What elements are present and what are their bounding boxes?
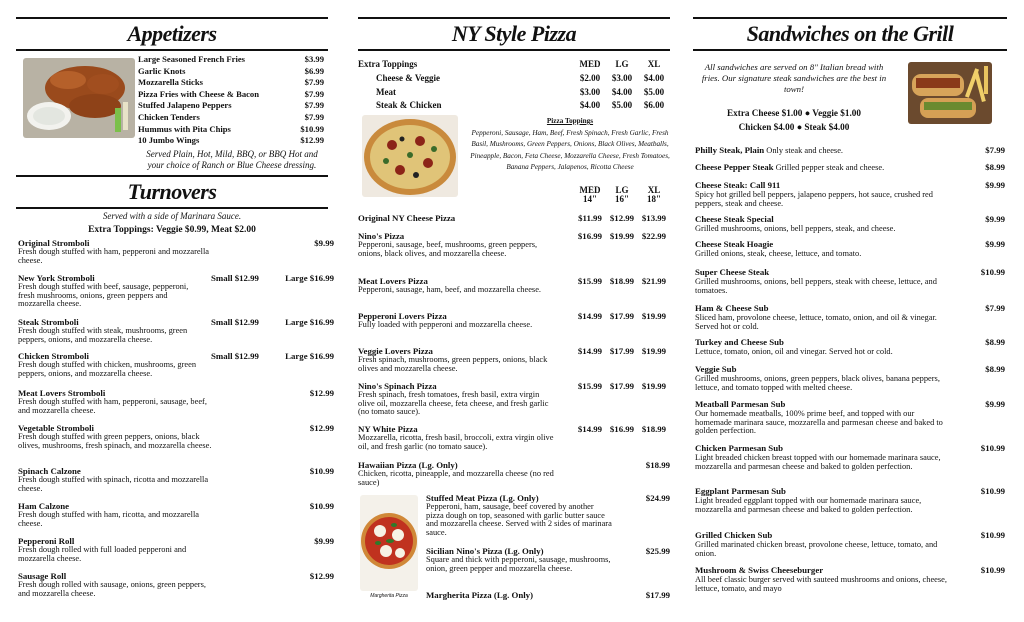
list-item xyxy=(695,163,1005,173)
list-item xyxy=(358,312,670,330)
item-name: Steak Stromboli xyxy=(18,317,79,327)
item-name: Garlic Knots xyxy=(138,65,186,76)
wings-note: Served Plain, Hot, Mild, BBQ, or BBQ Hot and your choice of Ranch or Blue Cheese dressing. xyxy=(146,149,318,170)
list-item xyxy=(358,232,670,258)
size-price: $15.99 xyxy=(577,276,603,286)
extras-line-2: Chicken $4.00 ● Steak $4.00 xyxy=(738,122,850,132)
cell: $3.00 xyxy=(611,72,633,83)
row-label: Steak & Chicken xyxy=(376,100,442,111)
list-item xyxy=(695,444,1005,471)
row-label: Meat xyxy=(376,86,396,97)
list-item xyxy=(695,487,1005,514)
item-desc: Light breaded eggplant topped with our homemade marinara sauce, mozzarella and parmesan cheese and baked to golden perfection. xyxy=(695,495,922,514)
item-name: Original NY Cheese Pizza xyxy=(358,213,456,223)
item-name: Chicken Tenders xyxy=(138,111,200,122)
size-label: LG xyxy=(615,185,629,195)
item-desc: All beef classic burger served with sauteed mushrooms and onions, cheese, lettuce, tomato, and mayo xyxy=(695,574,947,593)
table-row xyxy=(358,72,670,86)
item-price: Large $16.99 xyxy=(285,317,334,327)
size-price: $19.99 xyxy=(609,231,635,241)
list-item xyxy=(138,100,324,112)
item-name: Original Stromboli xyxy=(18,238,90,248)
row-label: Extra Toppings xyxy=(358,59,418,69)
small-price: Small $12.99 xyxy=(211,351,259,361)
size-inches: 16" xyxy=(615,194,629,204)
item-name: Margherita Pizza (Lg. Only) xyxy=(426,590,534,600)
pizza-toppings-text: Pepperoni, Sausage, Ham, Beef, Fresh Spinach, Fresh Garlic, Fresh Basil, Mushrooms, Green Peppers, Onions, Black Olives, Meatballs, Pineapple, Bacon, Feta Cheese, Mozzarella Cheese, Fresh Tomatoes, Banana Peppers, Jalapenos, Ricotta Cheese xyxy=(470,128,670,171)
pizza-image xyxy=(362,115,458,197)
list-item xyxy=(18,537,336,563)
item-name: New York Stromboli xyxy=(18,273,95,283)
margherita-image xyxy=(360,495,418,591)
list-item xyxy=(358,382,670,417)
item-name: Sausage Roll xyxy=(18,571,67,581)
item-desc: Fresh dough stuffed with ham, pepperoni, sausage, beef, and mozzarella cheese. xyxy=(18,396,207,415)
size-header-spacer xyxy=(358,186,574,204)
item-desc: Light breaded chicken breast topped with our homemade marinara sauce, mozzarella and parmesan cheese and baked to golden perfection. xyxy=(695,452,941,471)
list-item xyxy=(18,572,336,598)
item-desc: Sliced ham, provolone cheese, lettuce, tomato, onion, and oil & vinegar. Served hot or cold. xyxy=(695,312,937,331)
item-name: Meat Lovers Stromboli xyxy=(18,388,106,398)
pizza-heading: NY Style Pizza xyxy=(358,17,670,51)
list-item xyxy=(695,304,1005,331)
item-price: $9.99 xyxy=(314,536,334,546)
cell: $6.00 xyxy=(643,100,665,111)
item-name: Nino's Spinach Pizza xyxy=(358,381,437,391)
item-desc: Square and thick with pepperoni, sausage, mushrooms, onion, green pepper and mozzarella cheese. xyxy=(426,554,611,573)
item-desc: Grilled mushrooms, onions, green peppers, black olives, banana peppers, lettuce, and tomato topped with melted cheese. xyxy=(695,373,940,392)
cell: $5.00 xyxy=(643,86,665,97)
item-desc: Lettuce, tomato, onion, oil and vinegar. Served hot or cold. xyxy=(695,346,893,356)
item-price: $10.99 xyxy=(980,565,1005,575)
list-item xyxy=(695,240,1005,259)
item-price: Large $16.99 xyxy=(285,351,334,361)
column-middle xyxy=(358,0,670,622)
item-name: Pepperoni Roll xyxy=(18,536,75,546)
size-inches: 14" xyxy=(583,194,597,204)
item-desc: Fresh dough stuffed with ham, pepperoni and mozzarella cheese. xyxy=(18,246,210,265)
item-desc: Pepperoni, sausage, beef, mushrooms, green peppers, onions, black olives, and mozzarella cheese. xyxy=(358,239,538,258)
list-item xyxy=(695,400,1005,436)
list-item xyxy=(18,318,336,344)
item-price: $7.99 xyxy=(985,145,1005,155)
item-name: Cheese Steak: Call 911 xyxy=(695,180,781,190)
list-item xyxy=(18,239,336,265)
list-item xyxy=(695,146,1005,156)
appetizers-heading: Appetizers xyxy=(16,17,328,51)
item-name: Hawaiian Pizza (Lg. Only) xyxy=(358,460,458,470)
size-price: $13.99 xyxy=(641,213,667,223)
list-item xyxy=(138,112,324,124)
item-price: $3.99 xyxy=(304,54,324,64)
item-name: Mushroom & Swiss Cheeseburger xyxy=(695,565,824,575)
item-price: $12.99 xyxy=(309,423,334,433)
size-price: $14.99 xyxy=(577,424,603,434)
item-name: Cheese Steak Hoagie xyxy=(695,239,774,249)
item-price: $9.99 xyxy=(985,214,1005,224)
item-name: Eggplant Parmesan Sub xyxy=(695,486,786,496)
item-name: Hummus with Pita Chips xyxy=(138,123,231,134)
item-desc: Fresh dough rolled with full loaded pepperoni and mozzarella cheese. xyxy=(18,544,187,563)
item-name: Ham Calzone xyxy=(18,501,70,511)
item-price: $12.99 xyxy=(300,135,324,146)
size-price: $17.99 xyxy=(609,346,635,356)
item-price: $7.99 xyxy=(304,100,324,111)
item-price: $10.99 xyxy=(980,486,1005,496)
item-desc: Mozzarella, ricotta, fresh basil, broccoli, extra virgin olive oil, and fresh garlic (no tomato sauce). xyxy=(358,432,554,451)
size-price: $19.99 xyxy=(641,381,667,391)
item-desc: Chicken, ricotta, pineapple, and mozzarella cheese (no red sauce) xyxy=(358,468,554,487)
item-desc: Fresh dough stuffed with spinach, ricotta and mozzarella cheese. xyxy=(18,474,209,493)
wings-photo xyxy=(23,58,135,138)
item-name: Ham & Cheese Sub xyxy=(695,303,769,313)
item-name: Chicken Parmesan Sub xyxy=(695,443,783,453)
table-row xyxy=(358,58,670,72)
cell: $5.00 xyxy=(611,100,633,111)
small-price: Small $12.99 xyxy=(211,317,259,327)
item-price: $17.99 xyxy=(645,590,670,600)
list-item xyxy=(426,547,670,573)
item-price: $10.99 xyxy=(309,466,334,476)
item-price: $9.99 xyxy=(985,239,1005,249)
size-price: $19.99 xyxy=(641,346,667,356)
cell: $4.00 xyxy=(611,86,633,97)
item-price: $10.99 xyxy=(980,443,1005,453)
item-name: Veggie Lovers Pizza xyxy=(358,346,433,356)
item-price: $18.99 xyxy=(645,460,670,470)
sandwiches-note: All sandwiches are served on 8" Italian bread with fries. Our signature steak sandwiches are the best in town! xyxy=(701,62,887,94)
sandwich-image xyxy=(908,62,992,124)
item-name: Mozzarella Sticks xyxy=(138,77,203,88)
item-name: Pizza Fries with Cheese & Bacon xyxy=(138,88,260,99)
item-name: 10 Jumbo Wings xyxy=(138,135,200,146)
item-price: $12.99 xyxy=(309,388,334,398)
size-label: XL xyxy=(647,185,661,195)
size-price: $11.99 xyxy=(578,213,602,223)
size-head: LG xyxy=(615,59,629,69)
list-item xyxy=(138,66,324,78)
size-price: $12.99 xyxy=(609,213,635,223)
item-price: $6.99 xyxy=(304,65,324,76)
pizza-photo xyxy=(362,115,458,197)
item-desc: Fresh dough stuffed with green peppers, onions, black olives, mushrooms, fresh spinach, and mozzarella cheese. xyxy=(18,431,212,450)
size-price: $21.99 xyxy=(641,276,667,286)
extras-line-1: Extra Cheese $1.00 ● Veggie $1.00 xyxy=(727,108,861,118)
size-price: $18.99 xyxy=(641,424,667,434)
size-price: $16.99 xyxy=(577,231,603,241)
sandwich-photo xyxy=(908,62,992,124)
item-line xyxy=(695,163,957,173)
sandwiches-heading: Sandwiches on the Grill xyxy=(693,17,1007,51)
appetizers-list xyxy=(138,54,324,147)
list-item xyxy=(695,181,1005,208)
item-price: $10.99 xyxy=(309,501,334,511)
item-desc: Fresh dough stuffed with chicken, mushrooms, green peppers, onions, and mozzarella cheese. xyxy=(18,359,197,378)
item-desc: Grilled mushrooms, onions, bell peppers, steak, and cheese. xyxy=(695,223,896,233)
size-label: MED xyxy=(579,185,601,195)
item-name: Spinach Calzone xyxy=(18,466,81,476)
item-price: $8.99 xyxy=(985,337,1005,347)
item-name: Meat Lovers Pizza xyxy=(358,276,428,286)
size-price: $16.99 xyxy=(609,424,635,434)
item-price: $9.99 xyxy=(985,180,1005,190)
list-item xyxy=(695,268,1005,295)
list-item xyxy=(358,425,670,451)
item-price: Large $16.99 xyxy=(285,273,334,283)
list-item xyxy=(426,591,670,600)
item-price: $7.99 xyxy=(304,111,324,122)
size-price: $14.99 xyxy=(577,346,603,356)
item-name: Vegetable Stromboli xyxy=(18,423,94,433)
item-name: Pepperoni Lovers Pizza xyxy=(358,311,447,321)
item-name: Grilled Chicken Sub xyxy=(695,530,773,540)
item-inline-desc: Grilled pepper steak and cheese. xyxy=(773,163,885,172)
list-item xyxy=(18,274,336,309)
item-desc: Our homemade meatballs, 100% prime beef, and topped with our homemade marinara sauce, mozzarella and parmesan cheese and baked to golden perfection. xyxy=(695,408,943,436)
list-item xyxy=(138,89,324,101)
list-item xyxy=(695,338,1005,357)
list-item xyxy=(695,531,1005,558)
item-desc: Fully loaded with pepperoni and mozzarella cheese. xyxy=(358,319,533,329)
item-price: $12.99 xyxy=(309,571,334,581)
item-name: Cheese Steak Special xyxy=(695,214,774,224)
list-item xyxy=(426,494,670,538)
list-item xyxy=(18,467,336,493)
item-name: NY White Pizza xyxy=(358,424,418,434)
cell: $3.00 xyxy=(579,86,601,97)
item-price: $10.99 xyxy=(980,530,1005,540)
turnovers-note: Served with a side of Marinara Sauce. xyxy=(102,211,242,221)
item-price: $7.99 xyxy=(985,303,1005,313)
size-med xyxy=(574,186,606,204)
item-name: Philly Steak, Plain xyxy=(695,145,765,155)
wings-image xyxy=(23,58,135,138)
item-price: $8.99 xyxy=(985,162,1005,172)
item-desc: Fresh dough rolled with sausage, onions, green peppers, and mozzarella cheese. xyxy=(18,579,206,598)
list-item xyxy=(138,54,324,66)
item-inline-desc: Only steak and cheese. xyxy=(764,146,844,155)
item-name: Sicilian Nino's Pizza (Lg. Only) xyxy=(426,546,544,556)
list-item xyxy=(695,365,1005,392)
item-desc: Grilled onions, steak, cheese, lettuce, and tomato. xyxy=(695,248,862,258)
item-name: Stuffed Jalapeno Peppers xyxy=(138,100,232,111)
table-row xyxy=(358,99,670,113)
item-price: $7.99 xyxy=(304,88,324,99)
cell: $4.00 xyxy=(579,100,601,111)
pizza-toppings-box xyxy=(470,116,670,174)
item-price: $7.99 xyxy=(304,77,324,88)
list-item xyxy=(358,214,670,223)
item-price: $10.99 xyxy=(980,267,1005,277)
item-name: Super Cheese Steak xyxy=(695,267,770,277)
sandwiches-extras xyxy=(699,106,889,134)
size-xl xyxy=(638,186,670,204)
size-lg xyxy=(606,186,638,204)
small-price: Small $12.99 xyxy=(211,273,259,283)
hawaiian-pizza xyxy=(358,461,670,487)
item-name: Chicken Stromboli xyxy=(18,351,89,361)
item-desc: Fresh dough stuffed with steak, mushrooms, green peppers, onions, and mozzarella cheese. xyxy=(18,325,188,344)
item-desc: Pepperoni, ham, sausage, beef covered by another pizza dough on top, seasoned with garlic butter sauce and mozzarella cheese. Served with 2 sides of marinara sauce. xyxy=(426,501,612,538)
table-row xyxy=(358,86,670,100)
item-desc: Grilled mushrooms, onions, bell peppers, steak with cheese, lettuce, and tomatoes. xyxy=(695,276,937,295)
column-left xyxy=(16,0,334,622)
item-price: $25.99 xyxy=(645,546,670,556)
size-head: MED xyxy=(579,59,601,69)
item-desc: Grilled marinated chicken breast, provolone cheese, lettuce, tomato, and onion. xyxy=(695,539,938,558)
item-desc: Fresh spinach, fresh tomatoes, fresh basil, extra virgin olive oil, mozzarella cheese, feta cheese, and fresh garlic (no tomato sauce). xyxy=(358,389,549,417)
list-item xyxy=(18,424,336,450)
item-desc: Fresh dough stuffed with beef, sausage, pepperoni, fresh mushrooms, onions, green peppers and mozzarella cheese. xyxy=(18,281,189,309)
size-price: $17.99 xyxy=(609,381,635,391)
size-price: $19.99 xyxy=(641,311,667,321)
row-label: Cheese & Veggie xyxy=(376,72,440,83)
pizza-size-header xyxy=(358,186,670,204)
list-item xyxy=(138,124,324,136)
list-item xyxy=(358,347,670,373)
size-header-row xyxy=(358,186,670,204)
column-right xyxy=(693,0,1007,622)
item-desc: Spicy hot grilled bell peppers, jalapeno peppers, hot sauce, crushed red peppers, steak and cheese. xyxy=(695,189,933,208)
item-name: Veggie Sub xyxy=(695,364,737,374)
item-price: $8.99 xyxy=(985,364,1005,374)
list-item xyxy=(18,502,336,528)
item-line xyxy=(695,146,957,156)
item-name: Large Seasoned French Fries xyxy=(138,54,246,64)
list-item xyxy=(18,352,336,378)
cell: $4.00 xyxy=(643,72,665,83)
item-name: Cheese Pepper Steak xyxy=(695,162,774,172)
pizza-toppings-title: Pizza Toppings xyxy=(546,117,594,125)
item-desc: Fresh spinach, mushrooms, green peppers, onions, black olives and mozzarella cheese. xyxy=(358,354,548,373)
item-name: Stuffed Meat Pizza (Lg. Only) xyxy=(426,493,539,503)
turnovers-extra-toppings: Extra Toppings: Veggie $0.99, Meat $2.00 xyxy=(88,225,256,235)
margherita-photo xyxy=(360,495,418,591)
size-price: $22.99 xyxy=(641,231,667,241)
margherita-caption: Margherita Pizza xyxy=(370,593,408,599)
turnovers-heading: Turnovers xyxy=(16,175,328,209)
size-price: $14.99 xyxy=(577,311,603,321)
item-name: Turkey and Cheese Sub xyxy=(695,337,784,347)
cell: $2.00 xyxy=(579,72,601,83)
toppings-price-table xyxy=(358,58,670,113)
item-desc: Fresh dough stuffed with ham, ricotta, and mozzarella cheese. xyxy=(18,509,200,528)
list-item xyxy=(138,135,324,147)
item-price: $9.99 xyxy=(314,238,334,248)
list-item xyxy=(358,277,670,295)
size-inches: 18" xyxy=(647,194,661,204)
item-price: $10.99 xyxy=(300,123,324,134)
item-price: $9.99 xyxy=(985,399,1005,409)
list-item xyxy=(18,389,336,415)
size-price: $18.99 xyxy=(609,276,635,286)
size-price: $15.99 xyxy=(577,381,603,391)
item-desc: Pepperoni, sausage, ham, beef, and mozzarella cheese. xyxy=(358,284,542,294)
list-item xyxy=(138,77,324,89)
size-head: XL xyxy=(647,59,661,69)
list-item xyxy=(695,566,1005,593)
size-price: $17.99 xyxy=(609,311,635,321)
list-item xyxy=(695,215,1005,234)
item-price: $24.99 xyxy=(645,493,670,503)
item-name: Nino's Pizza xyxy=(358,231,405,241)
item-name: Meatball Parmesan Sub xyxy=(695,399,786,409)
